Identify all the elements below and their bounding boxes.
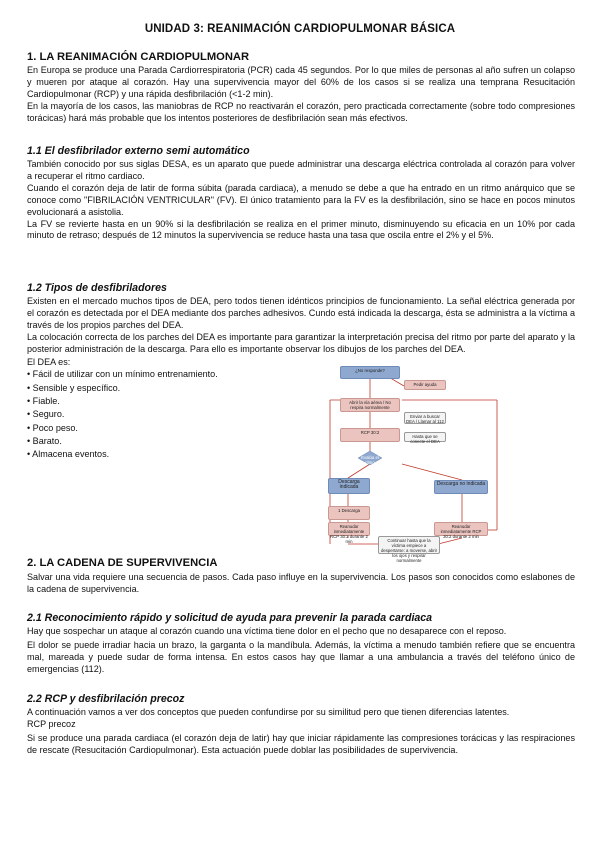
section-1-1-paragraph-1: También conocido por sus siglas DESA, es un aparato que puede administrar una descarga eléctrica controlada al corazón para volver a recuperar el ritmo cardiaco. xyxy=(27,159,575,181)
section-1-1-paragraph-2: Cuando el corazón deja de latir de forma súbita (parada cardiaca), a menudo se debe a que ha entrado en un ritmo anárquico que se conoce como "FIBRILACIÓN VENTRICULAR" (FV). El único tratamiento para la FV es la desfibrilación, sino se hace en pocos minutos evolucionará a asistolia. xyxy=(27,182,575,217)
flow-node-evalua-ritmo: Evalúa el ritmo xyxy=(361,455,379,465)
section-1 xyxy=(27,51,575,125)
section-1-heading: 1. LA REANIMACIÓN CARDIOPULMONAR xyxy=(27,51,250,63)
section-1-1-heading: 1.1 El desfibrilador externo semi automático xyxy=(27,145,250,157)
section-2-1-heading: 2.1 Reconocimiento rápido y solicitud de ayuda para prevenir la parada cardiaca xyxy=(27,612,433,624)
section-2 xyxy=(27,557,575,596)
list-item: • Poco peso. xyxy=(27,422,78,433)
section-1-1-paragraph-3: La FV se revierte hasta en un 90% si la desfibrilación se realiza en el primer minuto, disminuyendo su eficacia en un 10% por cada minuto de retraso; después de 12 minutos la supervivencia se reduce hasta una tasa que oscila entre el 2% y el 5%. xyxy=(27,218,575,241)
list-item: • Seguro. xyxy=(27,409,65,420)
section-1-2-paragraph-1: Existen en el mercado muchos tipos de DEA, pero todos tienen idénticos principios de funcionamiento. La señal eléctrica generada por el corazón es detectada por el DEA mediante dos parches adhesivos. Cundo está indicada la descarga, ésta se administra a la víctima a través de los propios parches del DEA. xyxy=(27,296,575,330)
flow-node-rcp-30-2: RCP 30:2 xyxy=(340,428,400,442)
list-item: • Fiable. xyxy=(27,396,60,407)
dea-features-intro: El DEA es: xyxy=(27,356,71,367)
section-2-1 xyxy=(27,612,575,676)
section-2-2-paragraph-1: A continuación vamos a ver dos conceptos que pueden confundirse por su similitud pero que tienen diferencias latentes. xyxy=(27,707,510,717)
list-item: • Almacena eventos. xyxy=(27,449,110,460)
section-2-heading: 2. LA CADENA DE SUPERVIVENCIA xyxy=(27,557,218,569)
flow-node-no-responde: ¿No responde? xyxy=(340,366,400,379)
list-item: • Sensible y específico. xyxy=(27,382,121,393)
flow-node-continuar: Continuar hasta que la víctima empiece a despertarse: a moverse, abrir los ojos y respirar normalmente xyxy=(378,536,440,554)
section-2-2 xyxy=(27,693,575,757)
flow-node-pedir-ayuda: Pedir ayuda xyxy=(404,380,446,390)
dea-features xyxy=(27,357,327,462)
section-2-1-paragraph-1: Hay que sospechar un ataque al corazón cuando una víctima tiene dolor en el pecho que no desaparece con el reposo. xyxy=(27,626,507,636)
flow-node-reanudar-rcp-left: Reanudar inmediatamente RCP 30:2 durante 2 min xyxy=(328,522,370,536)
list-item: • Barato. xyxy=(27,435,62,446)
dea-features-list xyxy=(27,368,327,461)
rcp-flowchart xyxy=(322,360,575,563)
section-2-1-paragraph-2: El dolor se puede irradiar hacia un brazo, la garganta o la mandíbula. Además, la víctima a menudo también refiere que se encuentra mal, mareada y puede sudar de forma intensa. En estos casos hay que llamar a una ambulancia a través del teléfono único de emergencias (112). xyxy=(27,639,575,674)
section-1-1 xyxy=(27,145,575,242)
flow-node-una-descarga: 1 Descarga xyxy=(328,506,370,520)
flow-node-abrir-via-aerea: Abrir la vía aérea / No respira normalmente xyxy=(340,398,400,412)
flow-node-hasta-dea: Hasta que se conecte el DEA xyxy=(404,432,446,442)
list-item: • Fácil de utilizar con un mínimo entrenamiento. xyxy=(27,369,218,380)
flow-node-reanudar-rcp-right: Reanudar inmediatamente RCP 30:2 durante 2 min xyxy=(434,522,488,536)
section-1-2-heading: 1.2 Tipos de desfibriladores xyxy=(27,282,167,294)
section-1-paragraph-2: En la mayoría de los casos, las maniobras de RCP no reactivarán el corazón, pero practicada correctamente (sobre todo compresiones torácicas) hará más probable que los intentos posteriores de desfibrilación sean más efectivos. xyxy=(27,100,575,123)
section-2-2-paragraph-2: RCP precoz xyxy=(27,718,76,729)
flow-node-buscar-dea: Enviar a buscar DEA / Llamar al 112 xyxy=(404,412,446,424)
section-2-paragraph-1: Salvar una vida requiere una secuencia de pasos. Cada paso influye en la supervivencia. Los pasos son conocidos como eslabones de la cadena de supervivencia. xyxy=(27,572,575,594)
flow-node-descarga-no-indicada: Descarga no indicada xyxy=(434,480,488,494)
section-2-2-paragraph-3: Si se produce una parada cardiaca (el corazón deja de latir) hay que iniciar rápidamente las compresiones torácicas y las respiraciones de rescate (Resucitación Cardiopulmonar). Esta actuación puede doblar las posibilidades de supervivencia. xyxy=(27,732,575,755)
section-1-2-paragraph-2: La colocación correcta de los parches del DEA es importante para garantizar la interpretación precisa del ritmo por parte del aparato y la posterior administración de la descarga. Para ello es importante observar los dibujos de los parches del DEA. xyxy=(27,331,575,354)
section-1-paragraph-1: En Europa se produce una Parada Cardiorrespiratoria (PCR) cada 45 segundos. Por lo que miles de personas al año sufren un colapso y mueren por ataque al corazón. Hay una supervivencia mayor del 60% de los casos si se realiza una temprana Resucitación Cardiopulmonar (RCP) y una rápida desfibrilación (<1-2 min). xyxy=(27,65,575,99)
document-title: UNIDAD 3: REANIMACIÓN CARDIOPULMONAR BÁSICA xyxy=(144,23,456,35)
flow-node-descarga-indicada: Descarga indicada xyxy=(328,478,370,494)
section-2-2-heading: 2.2 RCP y desfibrilación precoz xyxy=(27,693,185,705)
